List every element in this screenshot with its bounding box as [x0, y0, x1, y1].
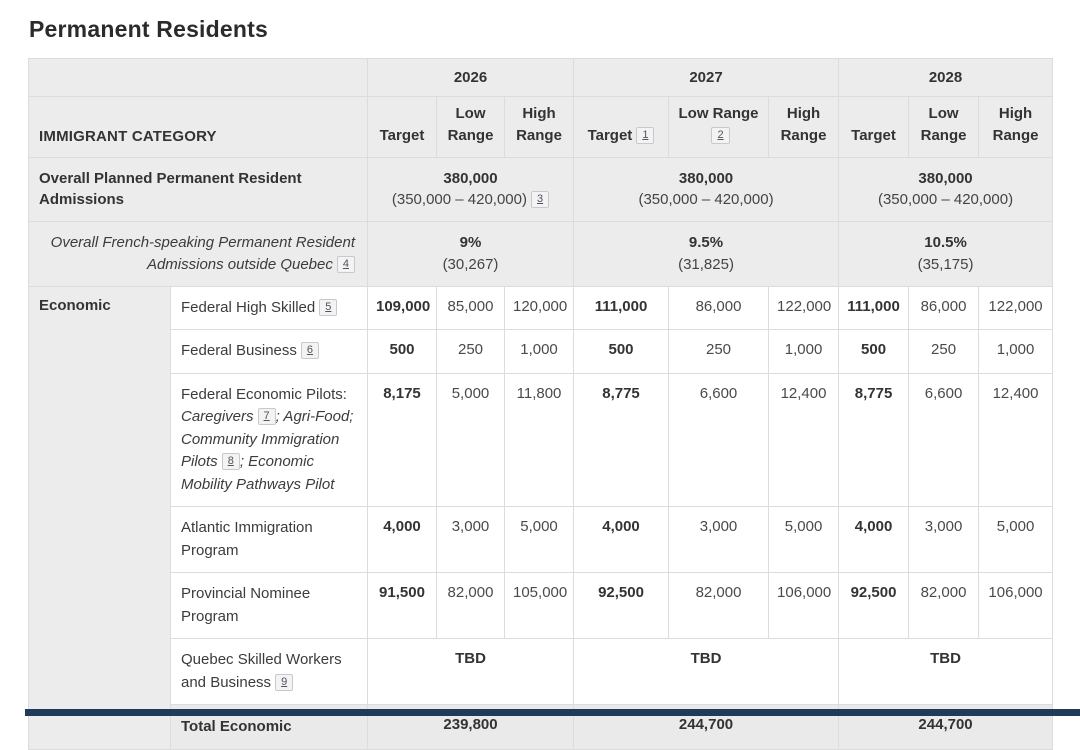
cell-atlantic-immigration-program-2026-low-range: 3,000 — [437, 507, 505, 573]
label-quebec-skilled-workers-and-business — [171, 639, 368, 705]
cell-federal-business-2026-high-range: 1,000 — [505, 330, 574, 374]
row-federal-business — [29, 330, 1053, 374]
cell-total-economic-2028: 244,700 — [839, 705, 1053, 750]
footnote-link-4[interactable]: 4 — [337, 256, 355, 273]
cell-atlantic-immigration-program-2027-target: 4,000 — [574, 507, 669, 573]
cell-federal-high-skilled-2026-low-range: 85,000 — [437, 286, 505, 330]
row-atlantic-immigration-program — [29, 507, 1053, 573]
cell-federal-economic-pilots-2026-target: 8,175 — [368, 373, 437, 507]
year-header-2028: 2028 — [839, 59, 1053, 97]
col-header-2028-target: Target — [839, 97, 909, 158]
footnote-link-3[interactable]: 3 — [531, 191, 549, 208]
cell-federal-high-skilled-2028-high-range: 122,000 — [979, 286, 1053, 330]
cell-federal-economic-pilots-2028-low-range: 6,600 — [909, 373, 979, 507]
value-sub: (35,175) — [917, 255, 974, 273]
cell-federal-business-2028-low-range: 250 — [909, 330, 979, 374]
footnote-link-6[interactable]: 6 — [301, 342, 319, 359]
cell-provincial-nominee-program-2027-target: 92,500 — [574, 573, 669, 639]
col-header-2028-low-range: Low Range — [909, 97, 979, 158]
label-text: Caregivers — [181, 408, 254, 425]
value-sub: (31,825) — [678, 255, 734, 273]
value-main: 380,000 — [678, 169, 734, 187]
label-text: ; Economic Mobility Pathways Pilot — [181, 453, 335, 493]
value-main: 10.5% — [924, 234, 967, 251]
cell-federal-economic-pilots-2026-high-range: 11,800 — [505, 373, 574, 507]
row-provincial-nominee-program — [29, 573, 1053, 639]
value-sub: (350,000 – 420,000) 3 — [376, 189, 565, 211]
col-header-2026-low-range: Low Range — [437, 97, 505, 158]
row-quebec-skilled-workers-and-business — [29, 639, 1053, 705]
cell-overall-planned-admissions-2026 — [368, 157, 574, 222]
footnote-link-8[interactable]: 8 — [222, 453, 240, 470]
cell-federal-economic-pilots-2028-high-range: 12,400 — [979, 373, 1053, 507]
cell-provincial-nominee-program-2028-target: 92,500 — [839, 573, 909, 639]
label-atlantic-immigration-program — [171, 507, 368, 573]
cell-quebec-skilled-workers-and-business-2026: TBD — [368, 639, 574, 705]
cell-provincial-nominee-program-2027-low-range: 82,000 — [669, 573, 769, 639]
label-text: Provincial Nominee Program — [181, 585, 311, 625]
year-header-row — [29, 59, 1053, 97]
cell-federal-business-2028-high-range: 1,000 — [979, 330, 1053, 374]
label-federal-business — [171, 330, 368, 374]
col-header-2026-high-range: High Range — [505, 97, 574, 158]
cell-federal-high-skilled-2026-high-range: 120,000 — [505, 286, 574, 330]
cell-federal-economic-pilots-2028-target: 8,775 — [839, 373, 909, 507]
cell-atlantic-immigration-program-2028-target: 4,000 — [839, 507, 909, 573]
cell-federal-business-2027-high-range: 1,000 — [769, 330, 839, 374]
label-text: Federal Economic Pilots: — [181, 385, 347, 403]
cell-atlantic-immigration-program-2027-low-range: 3,000 — [669, 507, 769, 573]
page-title: Permanent Residents — [29, 16, 268, 42]
cell-overall-french-speaking-2027 — [574, 222, 839, 287]
col-header-2028-high-range: High Range — [979, 97, 1053, 158]
cell-provincial-nominee-program-2026-target: 91,500 — [368, 573, 437, 639]
label-total-economic: Total Economic — [171, 705, 368, 750]
label-text: Federal Business — [181, 342, 297, 359]
cell-federal-business-2027-low-range: 250 — [669, 330, 769, 374]
label-text: Quebec Skilled Workers and Business — [181, 651, 342, 691]
footnote-link-1[interactable]: 1 — [636, 127, 654, 144]
cell-quebec-skilled-workers-and-business-2028: TBD — [839, 639, 1053, 705]
cell-federal-economic-pilots-2027-high-range: 12,400 — [769, 373, 839, 507]
cell-federal-high-skilled-2027-low-range: 86,000 — [669, 286, 769, 330]
label-provincial-nominee-program — [171, 573, 368, 639]
immigrant-category-header: IMMIGRANT CATEGORY — [29, 97, 368, 158]
value-sub: (30,267) — [442, 255, 499, 273]
footnote-link-7[interactable]: 7 — [258, 408, 276, 425]
row-federal-high-skilled — [29, 286, 1053, 330]
value-sub: (350,000 – 420,000) — [877, 191, 1014, 209]
value-main: 380,000 — [443, 169, 498, 187]
immigration-levels-table — [28, 58, 1053, 750]
cell-atlantic-immigration-program-2028-low-range: 3,000 — [909, 507, 979, 573]
cell-federal-business-2026-target: 500 — [368, 330, 437, 374]
cell-federal-high-skilled-2028-target: 111,000 — [839, 286, 909, 330]
footnote-link-2[interactable]: 2 — [711, 127, 729, 144]
value-main: 9% — [459, 234, 482, 251]
label-text: Federal High Skilled — [181, 298, 316, 316]
col-header-2027-target: Target 1 — [574, 97, 669, 158]
cell-overall-planned-admissions-2028 — [839, 157, 1053, 222]
cell-provincial-nominee-program-2028-high-range: 106,000 — [979, 573, 1053, 639]
row-federal-economic-pilots — [29, 373, 1053, 507]
col-header-2026-target: Target — [368, 97, 437, 158]
cell-federal-business-2027-target: 500 — [574, 330, 669, 374]
cell-provincial-nominee-program-2027-high-range: 106,000 — [769, 573, 839, 639]
cell-federal-economic-pilots-2026-low-range: 5,000 — [437, 373, 505, 507]
footnote-link-5[interactable]: 5 — [319, 299, 337, 316]
label-overall-planned-admissions: Overall Planned Permanent Resident Admissions — [29, 157, 368, 222]
col-header-2027-low-range: Low Range2 — [669, 97, 769, 158]
footnote-link-9[interactable]: 9 — [275, 674, 293, 691]
cell-overall-french-speaking-2026 — [368, 222, 574, 287]
cell-overall-planned-admissions-2027 — [574, 157, 839, 222]
cell-atlantic-immigration-program-2026-high-range: 5,000 — [505, 507, 574, 573]
cell-federal-high-skilled-2026-target: 109,000 — [368, 286, 437, 330]
year-header-2027: 2027 — [574, 59, 839, 97]
row-overall-french-speaking — [29, 222, 1053, 287]
cell-federal-economic-pilots-2027-target: 8,775 — [574, 373, 669, 507]
cell-atlantic-immigration-program-2028-high-range: 5,000 — [979, 507, 1053, 573]
column-header-row — [29, 97, 1053, 158]
year-header-2026: 2026 — [368, 59, 574, 97]
value-main: 380,000 — [918, 169, 973, 187]
cell-provincial-nominee-program-2026-low-range: 82,000 — [437, 573, 505, 639]
blank-header-cell — [29, 59, 368, 97]
cell-federal-high-skilled-2027-target: 111,000 — [574, 286, 669, 330]
row-overall-planned-admissions — [29, 157, 1053, 222]
label-text: ; Agri-Food; Community Immigration Pilots — [181, 408, 354, 470]
value-sub: (350,000 – 420,000) — [638, 191, 774, 209]
cell-federal-high-skilled-2027-high-range: 122,000 — [769, 286, 839, 330]
group-cell-economic: Economic — [29, 286, 171, 749]
cell-total-economic-2026: 239,800 — [368, 705, 574, 750]
cell-federal-economic-pilots-2027-low-range: 6,600 — [669, 373, 769, 507]
cell-provincial-nominee-program-2028-low-range: 82,000 — [909, 573, 979, 639]
col-header-2027-high-range: High Range — [769, 97, 839, 158]
cell-federal-business-2026-low-range: 250 — [437, 330, 505, 374]
label-federal-high-skilled — [171, 286, 368, 330]
value-main: 9.5% — [688, 234, 724, 251]
cell-total-economic-2027: 244,700 — [574, 705, 839, 750]
cell-federal-business-2028-target: 500 — [839, 330, 909, 374]
cell-federal-high-skilled-2028-low-range: 86,000 — [909, 286, 979, 330]
cell-atlantic-immigration-program-2026-target: 4,000 — [368, 507, 437, 573]
cell-quebec-skilled-workers-and-business-2027: TBD — [574, 639, 839, 705]
label-federal-economic-pilots — [171, 373, 368, 507]
label-overall-french-speaking: Overall French-speaking Permanent Resident Admissions outside Quebec 4 — [29, 222, 368, 287]
cell-provincial-nominee-program-2026-high-range: 105,000 — [505, 573, 574, 639]
table-body — [29, 157, 1053, 749]
viewport-bottom-edge — [25, 709, 1080, 716]
label-text: Atlantic Immigration Program — [181, 519, 313, 559]
cell-overall-french-speaking-2028 — [839, 222, 1053, 287]
table-header — [29, 59, 1053, 158]
cell-atlantic-immigration-program-2027-high-range: 5,000 — [769, 507, 839, 573]
